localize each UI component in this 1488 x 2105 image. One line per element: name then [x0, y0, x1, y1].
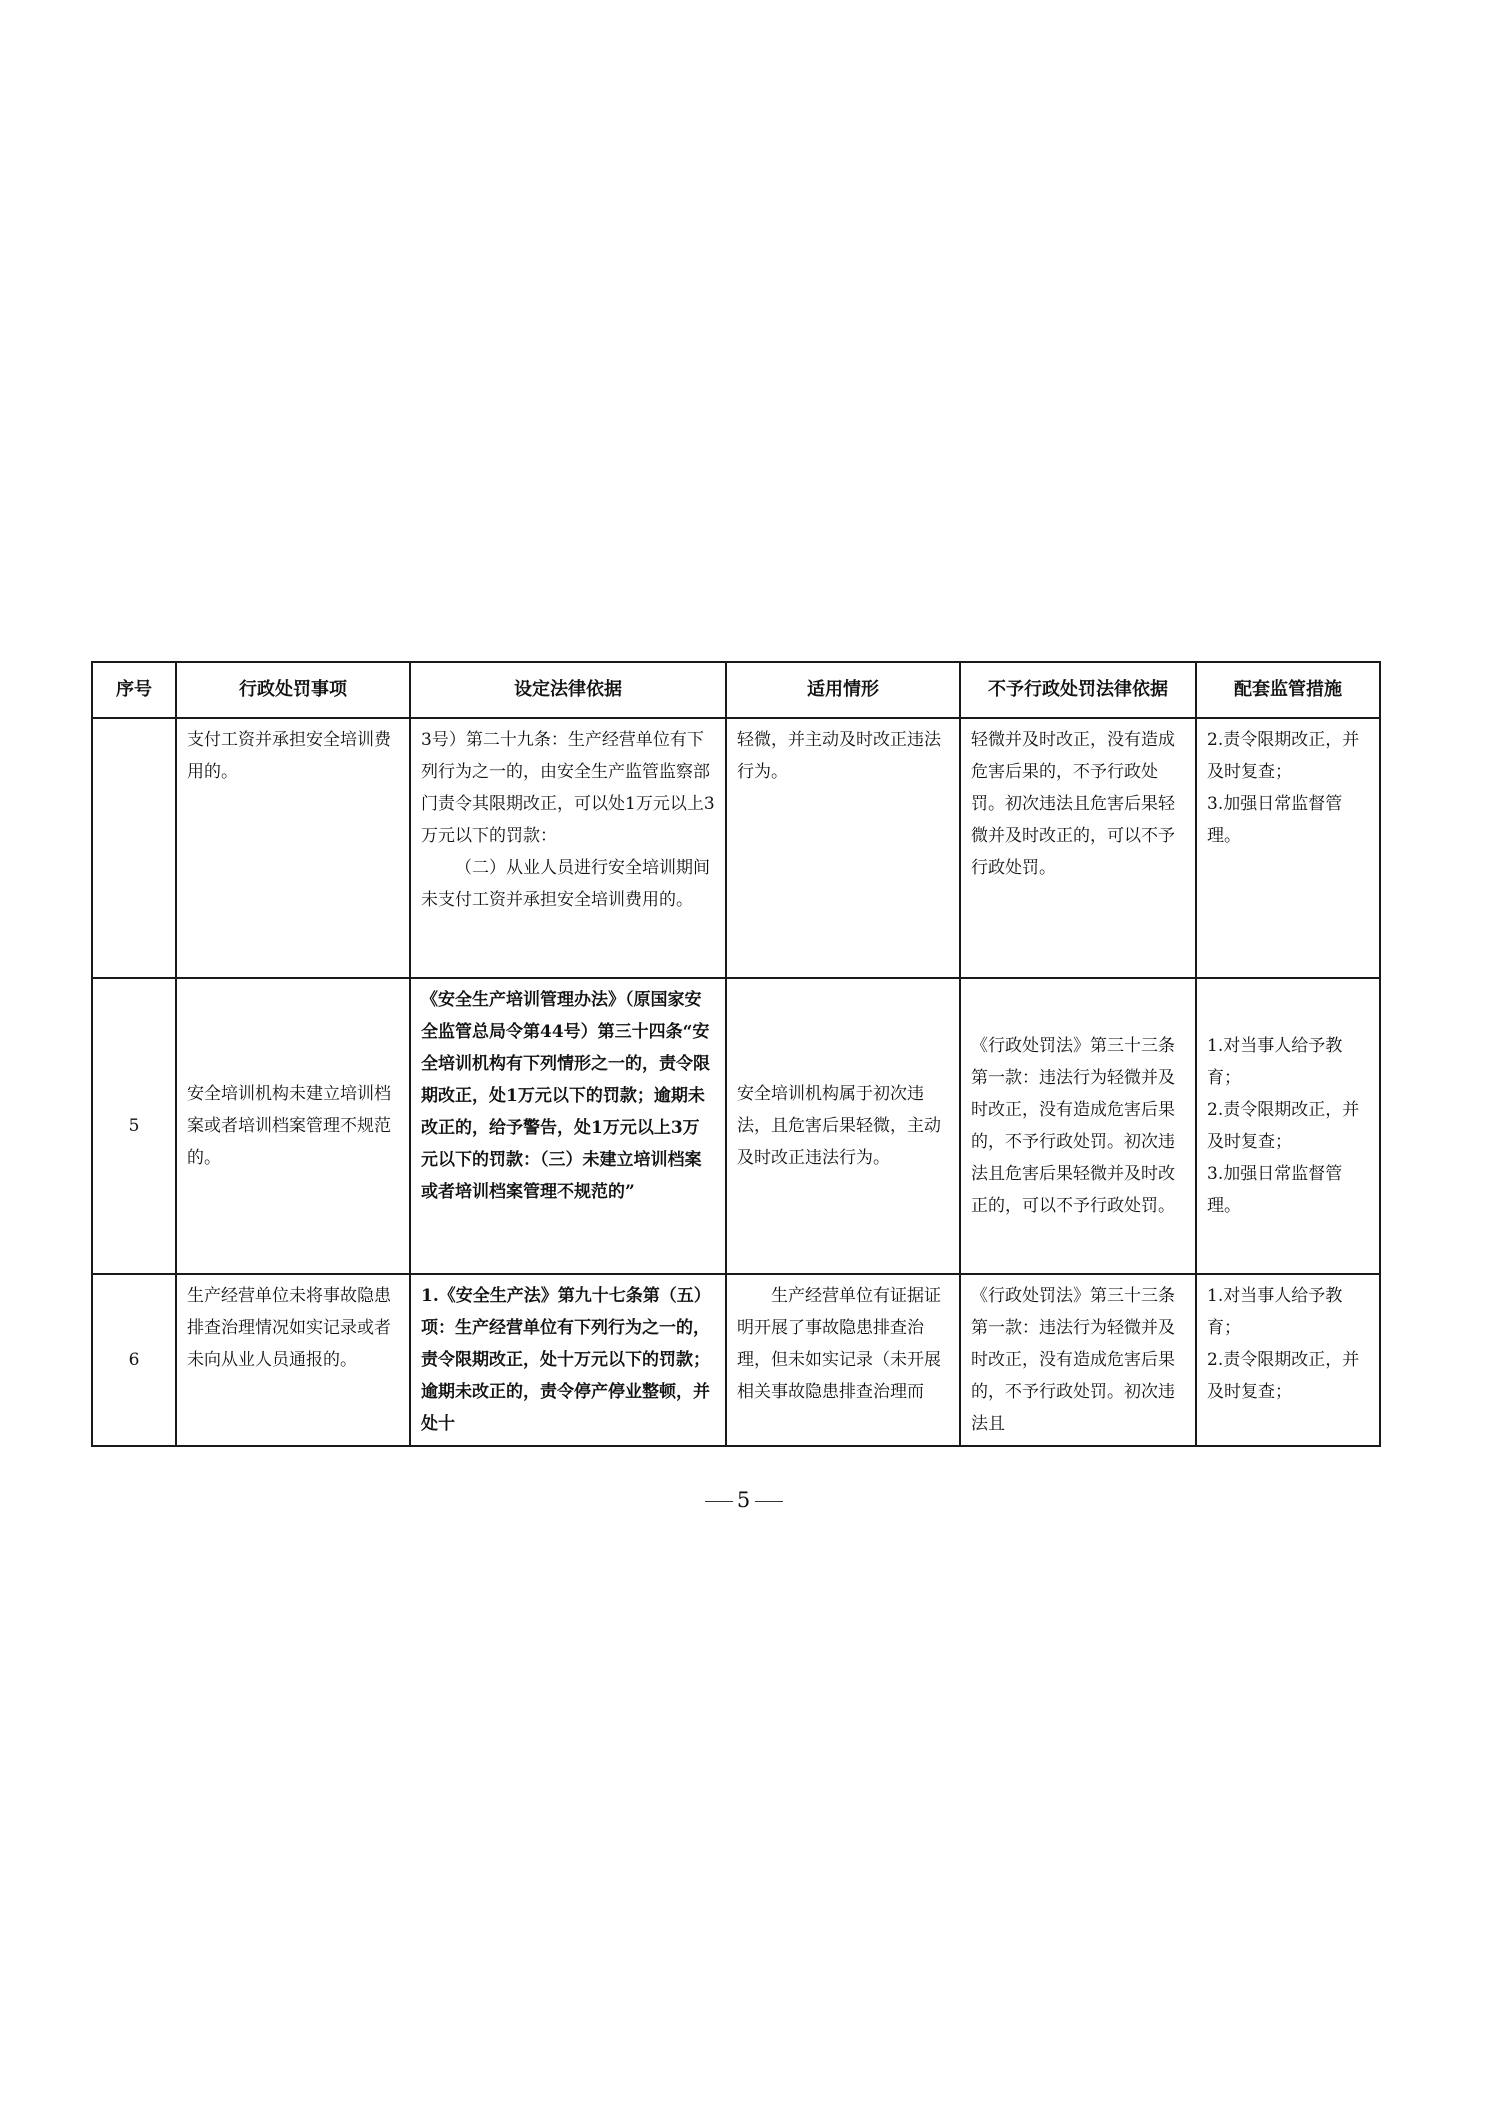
table-header-row — [92, 662, 1380, 718]
row-penalty-item: 安全培训机构未建立培训档案或者培训档案管理不规范的。 — [176, 978, 410, 1274]
row-number — [92, 718, 176, 978]
row-supervision-measures — [1196, 718, 1380, 978]
row-penalty-item: 支付工资并承担安全培训费用的。 — [176, 718, 410, 978]
row-supervision-measures — [1196, 1274, 1380, 1446]
row-applicable-situation: 生产经营单位有证据证明开展了事故隐患排查治理，但未如实记录（未开展相关事故隐患排查治理而 — [726, 1274, 960, 1446]
measure-item: 1.对当事人给予教育； — [1207, 1286, 1343, 1338]
measure-item: 2.责令限期改正，并及时复查； — [1207, 1100, 1360, 1152]
measure-item: 2.责令限期改正，并及时复查； — [1207, 1350, 1360, 1402]
row-exemption-basis: 《行政处罚法》第三十三条第一款：违法行为轻微并及时改正，没有造成危害后果的，不予行政处罚。初次违法且 — [960, 1274, 1196, 1446]
penalty-table — [91, 661, 1381, 1447]
row-legal-basis — [410, 718, 726, 978]
row-applicable-situation: 安全培训机构属于初次违法，且危害后果轻微，主动及时改正违法行为。 — [726, 978, 960, 1274]
table-row — [92, 718, 1380, 978]
page-number-value: 5 — [736, 1488, 752, 1512]
row-number: 6 — [92, 1274, 176, 1446]
row-exemption-basis: 轻微并及时改正，没有造成危害后果的，不予行政处罚。初次违法且危害后果轻微并及时改正的，可以不予行政处罚。 — [960, 718, 1196, 978]
legal-basis-paragraph: 3号）第二十九条：生产经营单位有下列行为之一的，由安全生产监管监察部门责令其限期改正，可以处1万元以上3万元以下的罚款： — [421, 730, 715, 846]
row-supervision-measures — [1196, 978, 1380, 1274]
row-penalty-item: 生产经营单位未将事故隐患排查治理情况如实记录或者未向从业人员通报的。 — [176, 1274, 410, 1446]
row-exemption-basis: 《行政处罚法》第三十三条第一款：违法行为轻微并及时改正，没有造成危害后果的，不予行政处罚。初次违法且危害后果轻微并及时改正的，可以不予行政处罚。 — [960, 978, 1196, 1274]
measure-item: 3.加强日常监督管理。 — [1207, 794, 1343, 846]
row-legal-basis — [410, 1274, 726, 1446]
row-legal-basis — [410, 978, 726, 1274]
table-row — [92, 978, 1380, 1274]
header-applicable-situation: 适用情形 — [726, 662, 960, 718]
page-number-dash-left — [705, 1501, 733, 1502]
header-penalty-item: 行政处罚事项 — [176, 662, 410, 718]
legal-basis-paragraph: （二）从业人员进行安全培训期间未支付工资并承担安全培训费用的。 — [421, 858, 710, 910]
page-number-dash-right — [755, 1501, 783, 1502]
header-number: 序号 — [92, 662, 176, 718]
header-exemption-basis: 不予行政处罚法律依据 — [960, 662, 1196, 718]
table-row — [92, 1274, 1380, 1446]
page-number — [0, 1488, 1488, 1512]
measure-item: 1.对当事人给予教育； — [1207, 1036, 1343, 1088]
header-legal-basis: 设定法律依据 — [410, 662, 726, 718]
measure-item: 3.加强日常监督管理。 — [1207, 1164, 1343, 1216]
legal-basis-paragraph: 1.《安全生产法》第九十七条第（五）项：生产经营单位有下列行为之一的，责令限期改正，处十万元以下的罚款；逾期未改正的，责令停产停业整顿，并处十 — [421, 1286, 711, 1434]
row-applicable-situation: 轻微，并主动及时改正违法行为。 — [726, 718, 960, 978]
measure-item: 2.责令限期改正，并及时复查； — [1207, 730, 1360, 782]
header-supervision-measures: 配套监管措施 — [1196, 662, 1380, 718]
legal-basis-paragraph: 《安全生产培训管理办法》（原国家安全监管总局令第44号）第三十四条“安全培训机构有下列情形之一的，责令限期改正，处1万元以下的罚款；逾期未改正的，给予警告，处1万元以上3万元以下的罚款：（三）未建立培训档案或者培训档案管理不规范的” — [421, 990, 710, 1202]
row-number: 5 — [92, 978, 176, 1274]
